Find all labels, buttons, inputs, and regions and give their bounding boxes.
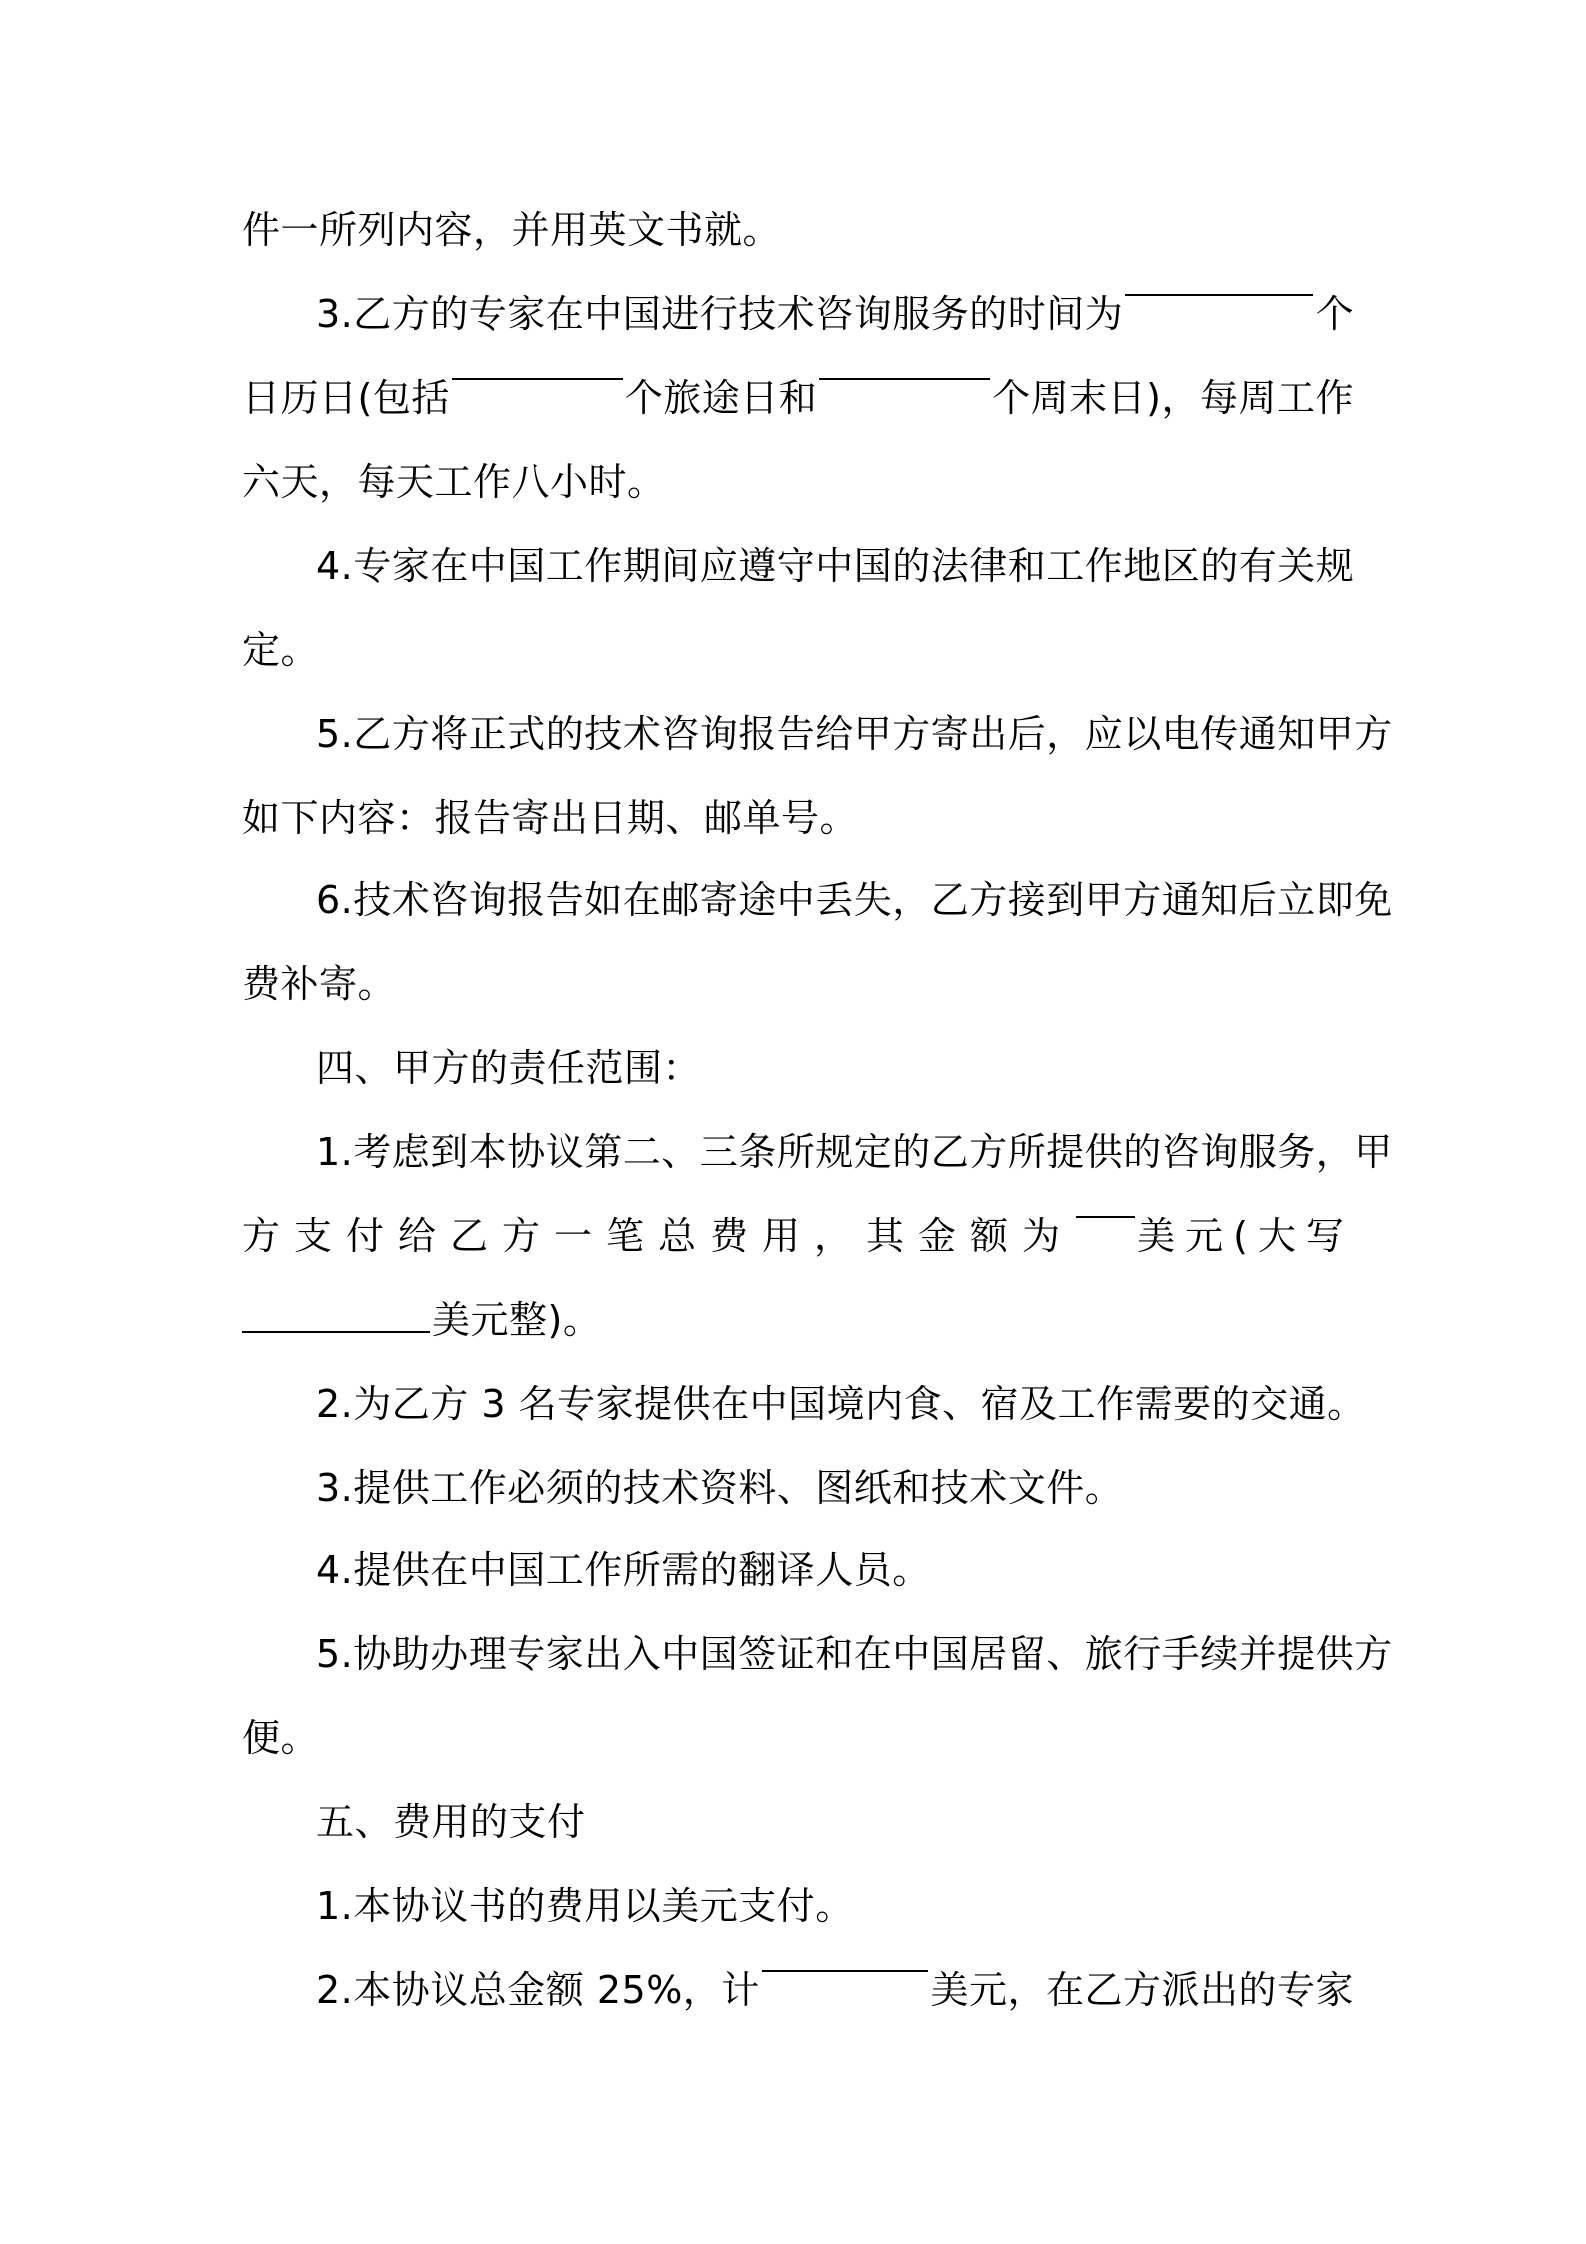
paragraph-line: [242, 374, 1354, 422]
text-line: 3.提供工作必须的技术资料、图纸和技术文件。: [316, 1466, 1124, 1510]
fill-blank[interactable]: [1125, 290, 1313, 296]
text-line: 5.协助办理专家出入中国签证和在中国居留、旅行手续并提供方: [316, 1632, 1393, 1676]
text-segment: 个旅途日和: [624, 376, 818, 420]
text-segment: 2.本协议总金额 25%，计: [316, 1968, 760, 2012]
text-line: 定。: [242, 628, 320, 672]
fill-blank[interactable]: [242, 1327, 430, 1333]
fill-blank[interactable]: [452, 374, 623, 380]
text-segment: 日历日(包括: [242, 376, 450, 420]
text-line: 1.本协议书的费用以美元支付。: [316, 1884, 854, 1928]
text-line: 便。: [242, 1716, 320, 1760]
paragraph-line: [316, 1966, 1354, 2014]
section-heading: 四、甲方的责任范围：: [316, 1046, 702, 1090]
text-line: 1.考虑到本协议第二、三条所规定的乙方所提供的咨询服务，甲: [316, 1130, 1393, 1174]
text-line: 件一所列内容，并用英文书就。: [242, 208, 782, 252]
section-heading: 五、费用的支付: [316, 1800, 586, 1844]
text-line: 2.为乙方 3 名专家提供在中国境内食、宿及工作需要的交通。: [316, 1382, 1366, 1426]
text-segment: 个: [1315, 292, 1354, 336]
text-line: 6.技术咨询报告如在邮寄途中丢失，乙方接到甲方通知后立即免: [316, 878, 1393, 922]
text-line: 费补寄。: [242, 962, 397, 1006]
text-segment: 方支付给乙方一笔总费用，其金额为: [242, 1214, 1075, 1258]
paragraph-line: [242, 1296, 601, 1344]
paragraph-line: [242, 1212, 1354, 1260]
text-line: 六天，每天工作八小时。: [242, 460, 666, 504]
text-segment: 个周末日)，每周工作: [992, 376, 1354, 420]
text-line: 4.提供在中国工作所需的翻译人员。: [316, 1548, 931, 1592]
text-segment: 美元，在乙方派出的专家: [930, 1968, 1354, 2012]
text-segment: 3.乙方的专家在中国进行技术咨询服务的时间为: [316, 292, 1124, 336]
text-line: 如下内容：报告寄出日期、邮单号。: [242, 796, 859, 840]
text-segment: 美元整)。: [432, 1298, 602, 1342]
fill-blank[interactable]: [1076, 1212, 1135, 1218]
text-segment: 美元(大写: [1137, 1214, 1354, 1258]
text-line: 4.专家在中国工作期间应遵守中国的法律和工作地区的有关规: [316, 544, 1355, 588]
paragraph-line: [316, 290, 1354, 338]
text-line: 5.乙方将正式的技术咨询报告给甲方寄出后，应以电传通知甲方: [316, 712, 1393, 756]
fill-blank[interactable]: [819, 374, 990, 380]
fill-blank[interactable]: [762, 1966, 929, 1972]
